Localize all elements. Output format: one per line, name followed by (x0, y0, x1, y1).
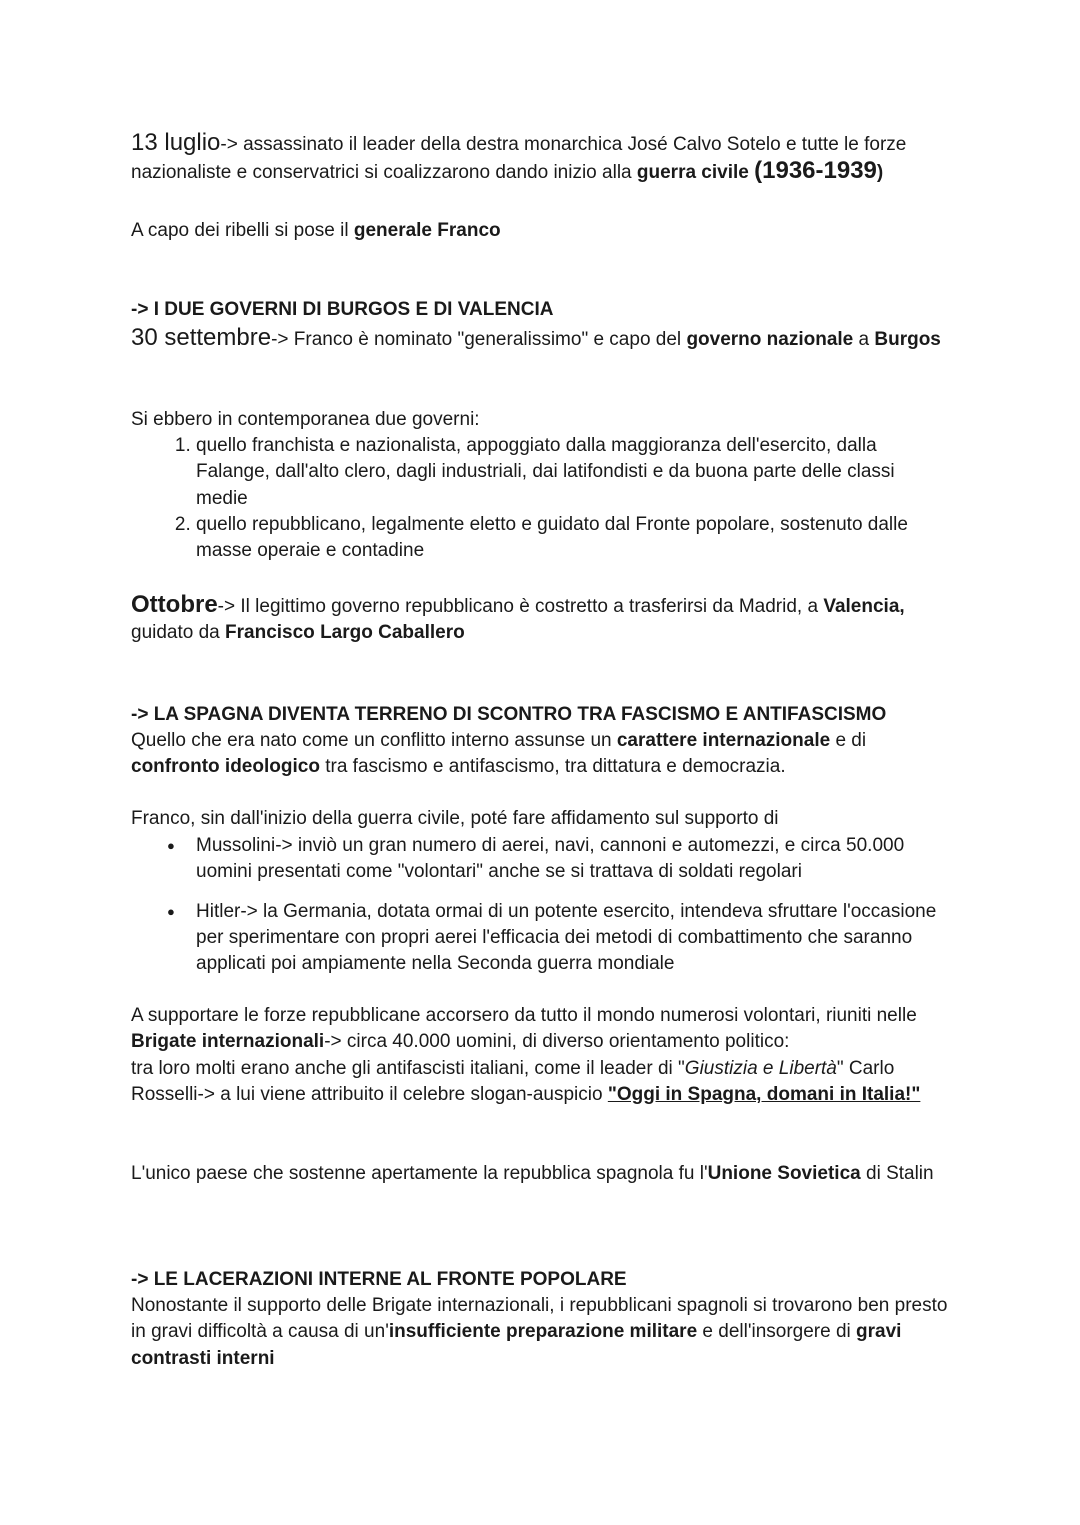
text-run: carattere internazionale (616, 730, 831, 751)
text-run: gravi contrasti interni (131, 1321, 902, 1369)
paragraph-due-governi (131, 407, 951, 433)
paragraph-30-settembre (131, 325, 951, 353)
paragraph-text (131, 806, 951, 832)
text-run: Giustizia e Libertà (684, 1058, 837, 1079)
paragraph-supporto-franco (131, 806, 951, 832)
paragraph-text (131, 297, 951, 323)
text-run: ) (876, 162, 884, 184)
text-run: Mussolini-> inviò un gran numero di aerei, navi, cannoni e automezzi, e circa 50.000 uomini presentati come "volontari" anche se si trattava di soldati regolari (196, 835, 905, 883)
paragraph-text (131, 407, 951, 433)
paragraph-text (131, 592, 951, 647)
text-run: generale Franco (353, 220, 501, 241)
paragraph-generale-franco (131, 218, 951, 244)
text-run: A supportare le forze repubblicane accorsero da tutto il mondo numerosi volontari, riuniti nelle (131, 1005, 917, 1026)
text-run: A capo dei ribelli si pose il (131, 220, 354, 241)
text-run: quello franchista e nazionalista, appoggiato dalla maggioranza dell'esercito, dalla Falange, dall'alto clero, dagli industriali, dai latifondisti e da buona parte delle classi medie (196, 435, 895, 509)
paragraph-text (131, 728, 951, 781)
text-run: Nonostante il supporto delle Brigate internazionali, i repubblicani spagnoli si trovarono ben presto in gravi difficoltà a causa di un' (131, 1295, 948, 1343)
text-run: (1936-1939 (754, 157, 877, 185)
text-run: " Carlo Rosselli-> a lui viene attribuito il celebre slogan-auspicio (131, 1058, 895, 1106)
text-run: guidato da (131, 622, 226, 644)
text-run: 13 luglio (131, 129, 221, 156)
paragraph-ottobre (131, 592, 951, 647)
paragraph-text (131, 130, 951, 187)
text-run: insufficiente preparazione militare (388, 1321, 698, 1343)
paragraph-text (131, 702, 951, 728)
paragraph-difficolta (131, 1293, 951, 1372)
list-governi (131, 433, 951, 564)
text-run: Si ebbero in contemporanea due governi: (131, 409, 480, 430)
paragraph-13-luglio (131, 130, 951, 187)
heading-lacerazioni (131, 1267, 951, 1293)
text-run: Franco, sin dall'inizio della guerra civile, poté fare affidamento sul supporto di (131, 808, 779, 829)
list-supporto (131, 833, 951, 977)
text-run: guerra civile (636, 162, 755, 184)
paragraph-text (131, 1003, 951, 1056)
text-run: -> Franco è nominato "generalissimo" e capo del (271, 329, 687, 350)
text-run: Burgos (874, 329, 941, 350)
text-run: -> assassinato il leader della destra monarchica José Calvo Sotelo e tutte le forze nazionaliste e conservatrici si coalizzarono dando inizio alla (131, 134, 907, 184)
paragraph-text (131, 1293, 951, 1372)
paragraph-text (131, 1267, 951, 1293)
paragraph-unione-sovietica (131, 1161, 951, 1187)
text-run: e dell'insorgere di (697, 1321, 857, 1343)
numbered-list (131, 433, 951, 564)
paragraph-text (131, 218, 951, 244)
text-run: Valencia, (823, 596, 905, 617)
paragraph-text (131, 1056, 951, 1109)
paragraph-text (131, 325, 951, 353)
text-run: governo nazionale (686, 329, 854, 350)
text-run: Hitler-> la Germania, dotata ormai di un potente esercito, intendeva sfruttare l'occasione per sperimentare con propri aerei l'efficacia dei metodi di combattimento che saranno applicati poi ampiamente nella Seconda guerra mondiale (196, 900, 937, 975)
text-run: L'unico paese che sostenne apertamente la repubblica spagnola fu l' (131, 1163, 708, 1184)
text-run: -> LE LACERAZIONI INTERNE AL FRONTE POPOLARE (131, 1269, 627, 1290)
text-run: -> LA SPAGNA DIVENTA TERRENO DI SCONTRO TRA FASCISMO E ANTIFASCISMO (131, 704, 887, 725)
text-run: e di (830, 730, 867, 751)
text-run: -> Il legittimo governo repubblicano è costretto a trasferirsi da Madrid, a (217, 596, 824, 617)
paragraph-rosselli (131, 1056, 951, 1109)
text-run: 30 settembre (131, 324, 272, 351)
text-run: di Stalin (860, 1163, 934, 1184)
heading-spagna-terreno-scontro (131, 702, 951, 728)
text-run: quello repubblicano, legalmente eletto e guidato dal Fronte popolare, sostenuto dalle masse operaie e contadine (196, 513, 908, 562)
text-run: Brigate internazionali (131, 1031, 325, 1053)
paragraph-carattere-internazionale (131, 728, 951, 781)
text-run: Francisco Largo Caballero (225, 622, 465, 644)
heading-due-governi (131, 297, 951, 323)
text-run: Ottobre (131, 591, 218, 618)
paragraph-brigate-internazionali (131, 1003, 951, 1056)
text-run: Quello che era nato come un conflitto interno assunse un (131, 730, 617, 751)
text-run: confronto ideologico (131, 756, 320, 778)
text-run: -> I DUE GOVERNI DI BURGOS E DI VALENCIA (131, 299, 554, 320)
list-item (196, 833, 951, 886)
text-run: "Oggi in Spagna, domani in Italia!" (607, 1084, 921, 1106)
bullet-list (131, 833, 951, 977)
paragraph-text (131, 1161, 951, 1187)
text-run: tra loro molti erano anche gli antifascisti italiani, come il leader di " (131, 1058, 685, 1079)
list-item (196, 899, 951, 978)
text-run: a (853, 329, 875, 350)
list-item (196, 433, 951, 512)
text-run: tra fascismo e antifascismo, tra dittatura e democrazia. (319, 756, 786, 778)
text-run: -> circa 40.000 uomini, di diverso orientamento politico: (324, 1031, 790, 1053)
list-item (196, 512, 951, 565)
text-run: Unione Sovietica (707, 1163, 861, 1184)
